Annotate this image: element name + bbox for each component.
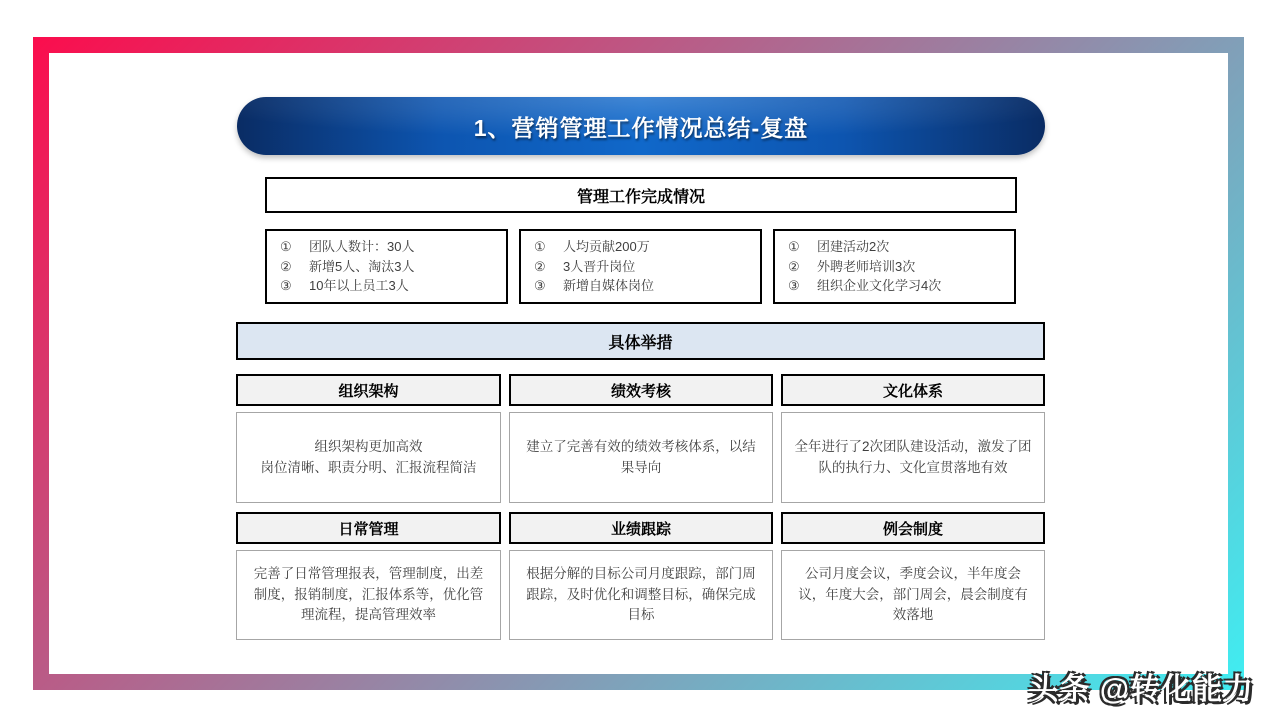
slide-title: 1、营销管理工作情况总结-复盘 (473, 114, 809, 141)
completion-box-team (265, 229, 508, 304)
measure-header-label: 组织架构 (338, 382, 399, 400)
body-line: 全年进行了2次团队建设活动，激发了团队的执行力、文化宣贯落地有效 (794, 438, 1032, 475)
measure-header-meetings (781, 512, 1045, 544)
list-item (788, 276, 1008, 296)
body-line: 完善了日常管理报表，管理制度，出差制度，报销制度，汇报体系等，优化管理流程，提高管理效率 (253, 565, 484, 623)
measure-header-label: 日常管理 (338, 520, 399, 538)
measure-header-kpi (509, 374, 773, 406)
item-marker: ② (534, 258, 546, 274)
item-marker: ③ (788, 278, 800, 294)
item-text: 团建活动2次 (817, 239, 890, 255)
item-marker: ① (534, 239, 546, 255)
list-item (534, 276, 754, 296)
measure-body-daily (236, 550, 501, 640)
body-line: 根据分解的目标公司月度跟踪，部门周跟踪，及时优化和调整目标，确保完成目标 (526, 565, 756, 623)
measure-header-label: 文化体系 (882, 382, 943, 400)
body-line: 公司月度会议，季度会议，半年度会议，年度大会，部门周会，晨会制度有效落地 (798, 565, 1028, 623)
body-line: 岗位清晰、职责分明、汇报流程简洁 (260, 459, 477, 475)
item-marker: ② (280, 258, 292, 274)
completion-box-culture (773, 229, 1016, 304)
item-text: 人均贡献200万 (563, 239, 650, 255)
measure-header-label: 绩效考核 (610, 382, 671, 400)
list-item (788, 257, 1008, 277)
measure-body-culture (781, 412, 1045, 503)
slide-title-banner (237, 97, 1045, 155)
measure-header-label: 例会制度 (882, 520, 943, 538)
completion-section-header (265, 177, 1017, 213)
measure-body-kpi (509, 412, 773, 503)
body-line: 组织架构更加高效 (314, 438, 423, 454)
completion-section-title: 管理工作完成情况 (576, 188, 705, 206)
item-marker: ① (280, 239, 292, 255)
item-text: 组织企业文化学习4次 (817, 278, 942, 294)
measure-body-meetings (781, 550, 1045, 640)
measure-header-label: 业绩跟踪 (610, 520, 671, 538)
item-marker: ③ (280, 278, 292, 294)
list-item (280, 257, 500, 277)
measure-body-org (236, 412, 501, 503)
item-text: 团队人数计：30人 (309, 239, 415, 255)
item-text: 外聘老师培训3次 (817, 258, 916, 274)
list-item (280, 276, 500, 296)
body-line: 建立了完善有效的绩效考核体系，以结果导向 (526, 438, 756, 475)
measure-header-culture (781, 374, 1045, 406)
measures-section-title: 具体举措 (608, 334, 673, 352)
measure-header-tracking (509, 512, 773, 544)
list-item (280, 237, 500, 257)
watermark: 头条 @转化能力 (1028, 673, 1254, 706)
item-marker: ① (788, 239, 800, 255)
measure-header-daily (236, 512, 501, 544)
item-text: 3人晋升岗位 (563, 258, 636, 274)
measures-section-header (236, 322, 1045, 360)
list-item (534, 257, 754, 277)
item-text: 10年以上员工3人 (309, 278, 409, 294)
item-marker: ② (788, 258, 800, 274)
item-marker: ③ (534, 278, 546, 294)
measure-body-tracking (509, 550, 773, 640)
completion-box-performance (519, 229, 762, 304)
item-text: 新增自媒体岗位 (563, 278, 655, 294)
item-text: 新增5人、淘汰3人 (309, 258, 415, 274)
measure-header-org (236, 374, 501, 406)
list-item (534, 237, 754, 257)
list-item (788, 237, 1008, 257)
